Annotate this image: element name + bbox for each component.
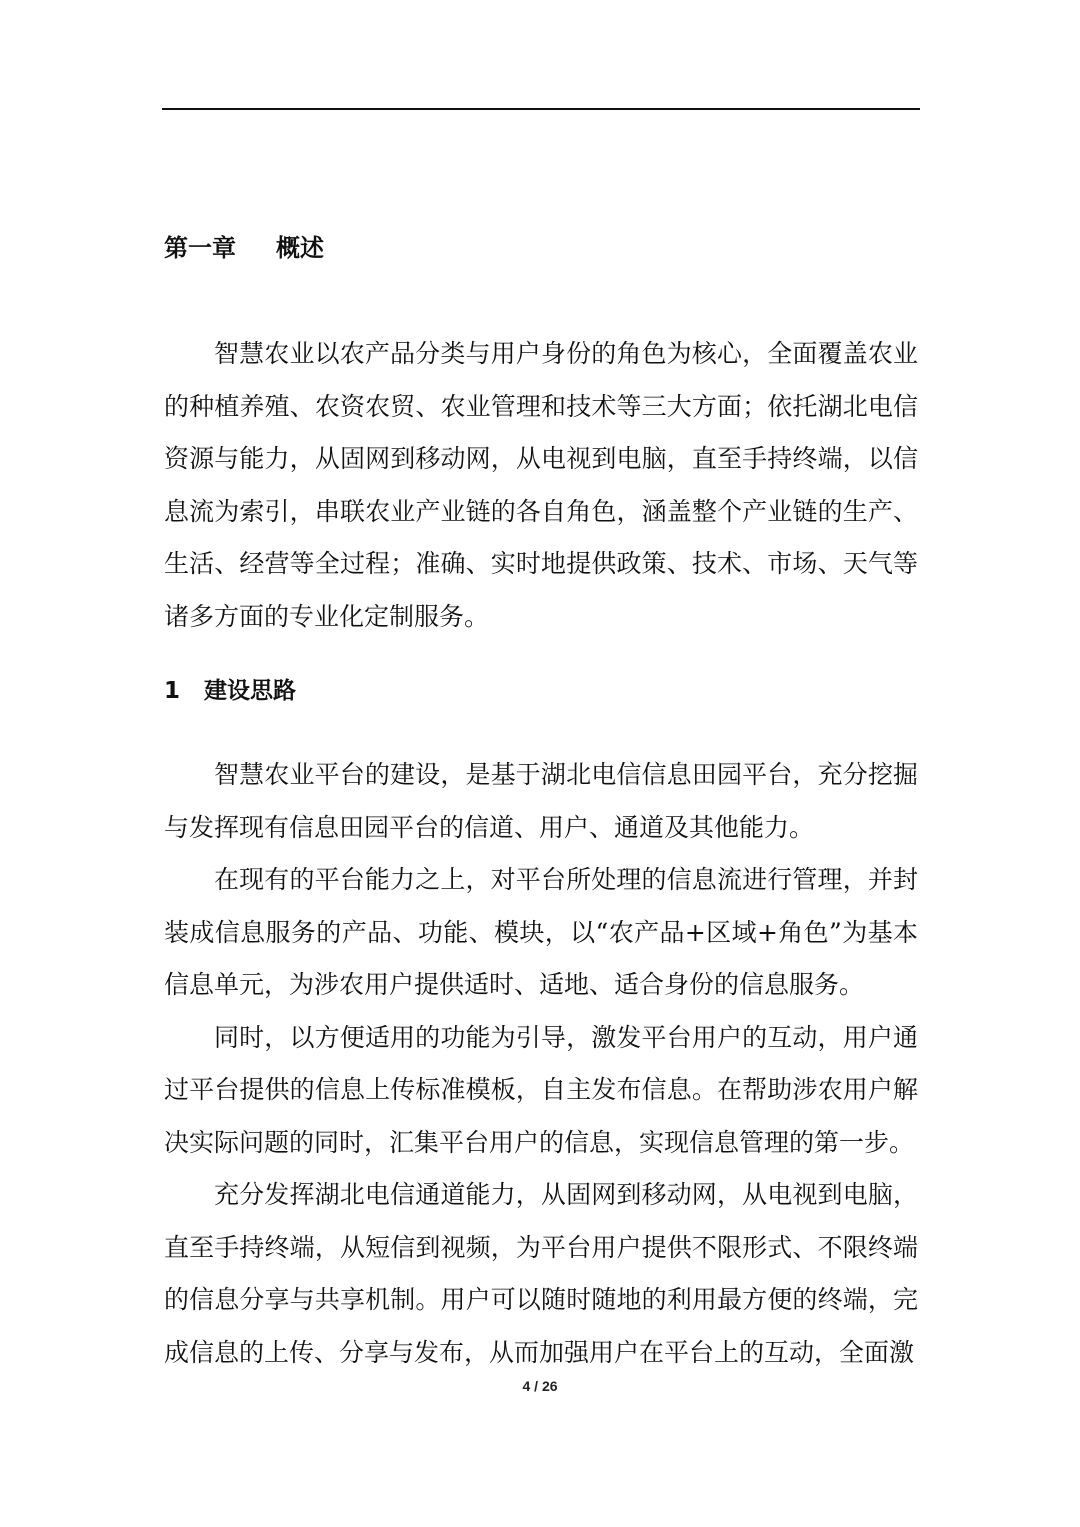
page-content xyxy=(164,226,918,1379)
header-rule xyxy=(162,108,920,110)
page-number: 4 / 26 xyxy=(522,1378,558,1394)
section-title: 建设思路 xyxy=(204,678,296,704)
section-paragraph: 充分发挥湖北电信通道能力，从固网到移动网，从电视到电脑，直至手持终端，从短信到视频，为平台用户提供不限形式、不限终端的信息分享与共享机制。用户可以随时随地的利用最方便的终端，完成信息的上传、分享与发布，从而加强用户在平台上的互动，全面激 xyxy=(164,1180,918,1367)
section-heading xyxy=(164,669,918,713)
intro-paragraph: 智慧农业以农产品分类与用户身份的角色为核心，全面覆盖农业的种植养殖、农资农贸、农业管理和技术等三大方面；依托湖北电信资源与能力，从固网到移动网，从电视到电脑，直至手持终端，以信息流为索引，串联农业产业链的各自角色，涵盖整个产业链的生产、生活、经营等全过程；准确、实时地提供政策、技术、市场、天气等诸多方面的专业化定制服务。 xyxy=(164,339,918,631)
chapter-heading xyxy=(164,226,918,270)
chapter-title: 概述 xyxy=(276,234,324,262)
section-number: 1 xyxy=(164,678,181,704)
section-paragraph: 智慧农业平台的建设，是基于湖北电信信息田园平台，充分挖掘与发挥现有信息田园平台的信道、用户、通道及其他能力。 xyxy=(164,760,918,842)
section-paragraph: 在现有的平台能力之上，对平台所处理的信息流进行管理，并封装成信息服务的产品、功能、模块，以“农产品+区域+角色”为基本信息单元，为涉农用户提供适时、适地、适合身份的信息服务。 xyxy=(164,865,918,999)
section-paragraph: 同时，以方便适用的功能为引导，激发平台用户的互动，用户通过平台提供的信息上传标准模板，自主发布信息。在帮助涉农用户解决实际问题的同时，汇集平台用户的信息，实现信息管理的第一步。 xyxy=(164,1022,918,1157)
chapter-label: 第一章 xyxy=(164,234,236,262)
